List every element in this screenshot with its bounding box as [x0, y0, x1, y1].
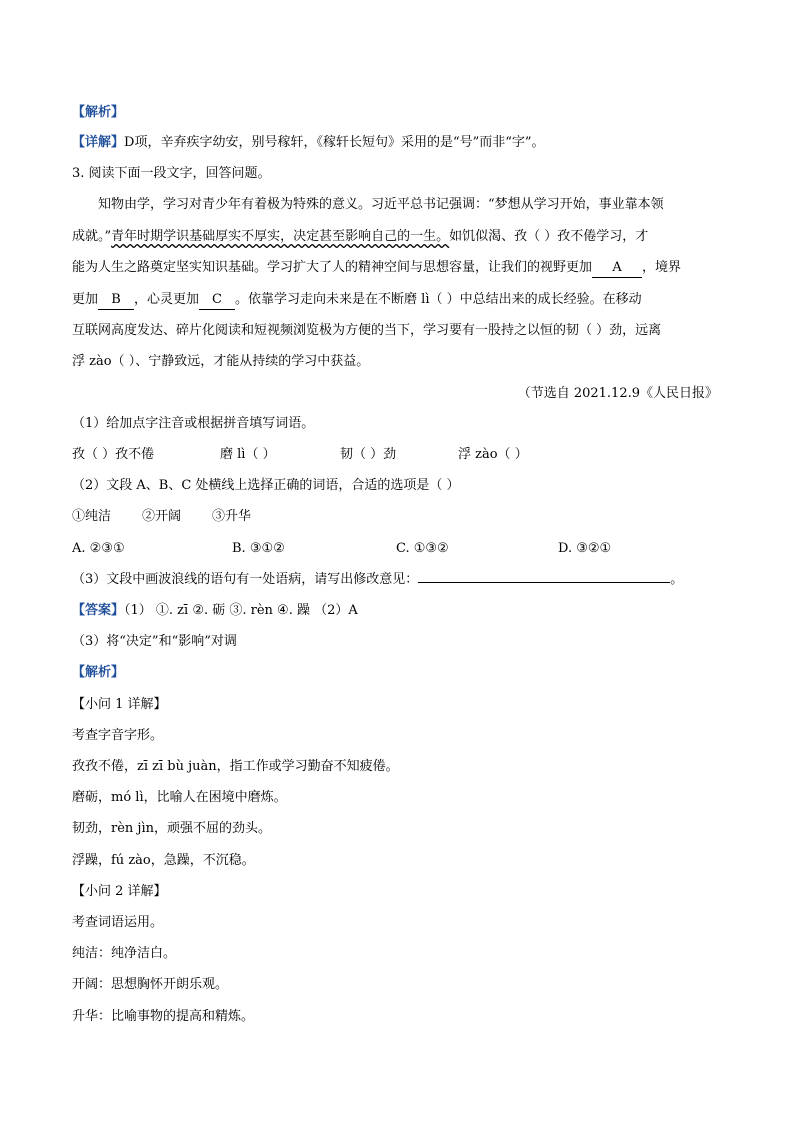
- option-a: A. ②③①: [72, 541, 125, 556]
- blank-a: A: [592, 259, 642, 278]
- word-choice: ②开阔: [142, 509, 182, 524]
- word-choice: ①纯洁: [72, 509, 112, 524]
- source-citation: （节选自 2021.12.9《人民日报》: [517, 386, 718, 401]
- xiaowen-1-line: 考查字音字形。: [72, 728, 164, 743]
- answer-text: （1） ①. zī ②. 砺 ③. rèn ④. 躁 （2）A: [124, 603, 358, 618]
- sub-question-3: [72, 571, 683, 589]
- passage-l3b: ，境界: [642, 260, 682, 275]
- sub1-item: 韧（ ）劲: [340, 447, 397, 462]
- jiexi-heading: 【解析】: [72, 105, 125, 120]
- xiaowen-1-line: 孜孜不倦，zī zī bù juàn，指工作或学习勤奋不知疲倦。: [72, 759, 399, 774]
- xiaowen-2-line: 开阔：思想胸怀开朗乐观。: [72, 977, 229, 992]
- answer-blank: [418, 582, 670, 583]
- xiaowen-2-heading: 【小问 2 详解】: [72, 884, 167, 899]
- blank-b: B: [98, 291, 134, 310]
- passage-l2a: 成就。”: [72, 229, 112, 244]
- option-b: B. ③①②: [232, 541, 285, 556]
- passage-line-3: [72, 259, 681, 278]
- sub1-item: 浮 zào（ ）: [458, 447, 528, 462]
- option-c: C. ①③②: [396, 541, 449, 556]
- blank-c: C: [199, 291, 235, 310]
- passage-l3a: 能为人生之路奠定坚实知识基础。学习扩大了人的精神空间与思想容量，让我们的视野更加: [72, 260, 593, 275]
- sub3-end: 。: [670, 572, 684, 587]
- passage-l4a: 更加: [72, 292, 99, 307]
- answer-line: [72, 602, 358, 620]
- question-3-title: 3. 阅读下面一段文字，回答问题。: [72, 166, 271, 181]
- sub-question-2: （2）文段 A、B、C 处横线上选择正确的词语，合适的选项是（ ）: [72, 478, 460, 493]
- xiaowen-1-heading: 【小问 1 详解】: [72, 697, 167, 712]
- xiaowen-1-line: 浮躁，fú zào，急躁，不沉稳。: [72, 853, 255, 868]
- passage-l4b: ，心灵更加: [134, 292, 200, 307]
- passage-line-6: 浮 zào（ ）、宁静致远，才能从持续的学习中获益。: [72, 354, 370, 369]
- option-d: D. ③②①: [558, 541, 612, 556]
- word-choice: ③升华: [212, 509, 252, 524]
- jiexi-heading-2: 【解析】: [72, 665, 125, 680]
- wavy-sentence: 青年时期学识基础厚实不厚实，决定甚至影响自己的一生。: [111, 229, 450, 244]
- sub3-text: （3）文段中画波浪线的语句有一处语病，请写出修改意见：: [72, 572, 419, 587]
- xiaowen-1-line: 韧劲，rèn jìn，顽强不屈的劲头。: [72, 821, 271, 836]
- passage-line-1: 知物由学，学习对青少年有着极为特殊的意义。习近平总书记强调：“梦想从学习开始，事业靠本领: [98, 197, 664, 212]
- xiaowen-2-line: 纯洁：纯净洁白。: [72, 946, 177, 961]
- xiangjie-line: [72, 134, 545, 152]
- answer-line-2: （3）将“决定”和“影响”对调: [72, 634, 237, 649]
- xiaowen-2-line: 升华：比喻事物的提高和精炼。: [72, 1009, 255, 1024]
- xiangjie-label: 【详解】: [72, 135, 125, 150]
- xiaowen-1-line: 磨砺，mó lì，比喻人在困境中磨炼。: [72, 790, 287, 805]
- passage-l2b: 如饥似渴、孜（ ）孜不倦学习，才: [449, 229, 649, 244]
- xiangjie-text: D项，辛弃疾字幼安，别号稼轩，《稼轩长短句》采用的是“号”而非“字”。: [124, 135, 545, 150]
- xiaowen-2-line: 考查词语运用。: [72, 915, 164, 930]
- passage-line-4: [72, 291, 642, 310]
- sub1-item: 磨 lì（ ）: [220, 447, 276, 462]
- passage-l4c: 。依靠学习走向未来是在不断磨 lì（ ）中总结出来的成长经验。在移动: [235, 292, 642, 307]
- passage-line-5: 互联网高度发达、碎片化阅读和短视频浏览极为方便的当下，学习要有一股持之以恒的韧（ ）劲，远离: [72, 323, 662, 338]
- answer-label: 【答案】: [72, 603, 125, 618]
- sub1-item: 孜（ ）孜不倦: [72, 447, 155, 462]
- passage-line-2: [72, 228, 648, 246]
- sub-question-1: （1）给加点字注音或根据拼音填写词语。: [72, 416, 315, 431]
